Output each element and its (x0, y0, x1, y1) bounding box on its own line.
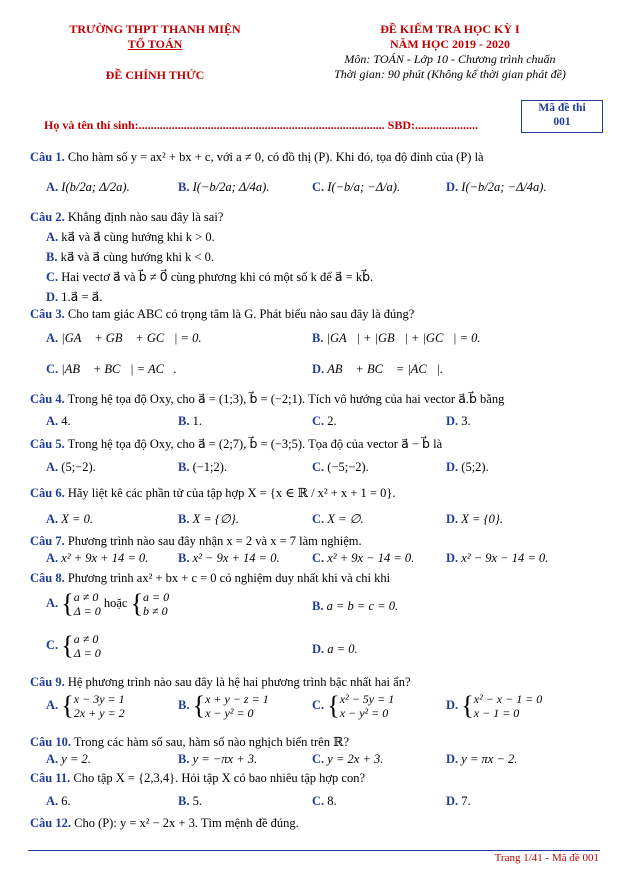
question-12: Câu 12. Cho (P): y = x² − 2x + 3. Tìm mệnh đề đúng. (30, 816, 299, 830)
school-name: TRƯỜNG THPT THANH MIỆN (69, 22, 241, 36)
q5-option-a: A. (5;−2). (46, 460, 96, 474)
q11-option-a: A. 6. (46, 794, 71, 808)
question-9: Câu 9. Hệ phương trình nào sau đây là hệ hai phương trình bậc nhất hai ẩn? (30, 675, 411, 689)
q9-option-c: C. {x² − 5y = 1 x − y² = 0 (312, 691, 395, 720)
q6-option-a: A. X = 0. (46, 512, 93, 526)
official-label: ĐỀ CHÍNH THỨC (105, 68, 205, 82)
q4-option-b: B. 1. (178, 414, 202, 428)
q1-option-a: A. I(b/2a; Δ/2a). (46, 180, 130, 194)
q8-option-c: C. {a ≠ 0 Δ = 0 (46, 631, 101, 660)
q7-option-b: B. x² − 9x + 14 = 0. (178, 551, 280, 565)
exam-code-label: Mã đề thi (538, 102, 586, 114)
q3-option-d: D. AB⃗ + BC⃗ = |AC⃗|. (312, 362, 444, 376)
student-info-line: Họ và tên thí sinh:.................................................................................. SBD:..................... (44, 118, 479, 132)
q1-option-d: D. I(−b/2a; −Δ/4a). (446, 180, 547, 194)
q1-option-b: B. I(−b/2a; Δ/4a). (178, 180, 270, 194)
question-7: Câu 7. Phương trình nào sau đây nhận x = 2 và x = 7 làm nghiệm. (30, 534, 362, 548)
question-8: Câu 8. Phương trình ax² + bx + c = 0 có nghiệm duy nhất khi và chỉ khi (30, 571, 391, 585)
q10-option-a: A. y = 2. (46, 752, 91, 766)
exam-title: ĐỀ KIỂM TRA HỌC KỲ I (380, 22, 520, 36)
question-5: Câu 5. Trong hệ tọa độ Oxy, cho a⃗ = (2;7), b⃗ = (−3;5). Tọa độ của vector a⃗ − b⃗ là (30, 437, 443, 451)
q2-option-c: C. Hai vectơ a⃗ và b⃗ ≠ 0⃗ cùng phương khi có một số k để a⃗ = kb⃗. (46, 270, 374, 284)
q11-option-d: D. 7. (446, 794, 471, 808)
q8-option-a: A. {a ≠ 0 Δ = 0 hoặc {a = 0 b ≠ 0 (46, 589, 170, 618)
q8-option-d: D. a = 0. (312, 642, 358, 656)
q4-option-d: D. 3. (446, 414, 471, 428)
q5-option-d: D. (5;2). (446, 460, 489, 474)
question-3: Câu 3. Cho tam giác ABC có trọng tâm là G. Phát biểu nào sau đây là đúng? (30, 307, 415, 321)
q5-option-c: C. (−5;−2). (312, 460, 369, 474)
department-name: TỔ TOÁN (127, 37, 183, 51)
q6-option-b: B. X = {∅}. (178, 512, 239, 526)
q3-option-c: C. |AB⃗ + BC⃗| = AC⃗. (46, 362, 177, 376)
q10-option-c: C. y = 2x + 3. (312, 752, 384, 766)
q6-option-d: D. X = {0}. (446, 512, 503, 526)
q7-option-c: C. x² + 9x − 14 = 0. (312, 551, 415, 565)
exam-code-box (521, 100, 603, 133)
q8-option-b: B. a = b = c = 0. (312, 599, 399, 613)
q4-option-c: C. 2. (312, 414, 337, 428)
school-year: NĂM HỌC 2019 - 2020 (390, 37, 510, 51)
exam-header (300, 22, 600, 82)
q7-option-d: D. x² − 9x − 14 = 0. (446, 551, 549, 565)
q2-option-d: D. 1.a⃗ = a⃗. (46, 290, 103, 304)
q5-option-b: B. (−1;2). (178, 460, 228, 474)
q6-option-c: C. X = ∅. (312, 512, 364, 526)
q3-option-b: B. |GA⃗| + |GB⃗| + |GC⃗| = 0. (312, 331, 481, 345)
q9-option-a: A. {x − 3y = 1 2x + y = 2 (46, 691, 125, 720)
q9-option-d: D. {x² − x − 1 = 0 x − 1 = 0 (446, 691, 543, 720)
question-10: Câu 10. Trong các hàm số sau, hàm số nào nghịch biến trên ℝ? (30, 735, 350, 749)
q10-option-d: D. y = πx − 2. (446, 752, 518, 766)
exam-subject: Môn: TOÁN - Lớp 10 - Chương trình chuẩn (344, 52, 556, 66)
q7-option-a: A. x² + 9x + 14 = 0. (46, 551, 149, 565)
question-6: Câu 6. Hãy liệt kê các phần tử của tập hợp X = {x ∈ ℝ / x² + x + 1 = 0}. (30, 486, 396, 500)
question-11: Câu 11. Cho tập X = {2,3,4}. Hỏi tập X có bao nhiêu tập hợp con? (30, 771, 365, 785)
q10-option-b: B. y = −πx + 3. (178, 752, 258, 766)
q2-option-b: B. ka⃗ và a⃗ cùng hướng khi k < 0. (46, 250, 215, 264)
question-2: Câu 2. Khẳng định nào sau đây là sai? (30, 210, 224, 224)
q4-option-a: A. 4. (46, 414, 71, 428)
question-1: Câu 1. Cho hàm số y = ax² + bx + c, với a ≠ 0, có đồ thị (P). Khi đó, tọa độ đỉnh của (P) là (30, 150, 484, 164)
q2-option-a: A. ka⃗ và a⃗ cùng hướng khi k > 0. (46, 230, 215, 244)
exam-duration: Thời gian: 90 phút (Không kể thời gian phát đề) (334, 67, 566, 81)
q9-option-b: B. {x + y − z = 1 x − y² = 0 (178, 691, 269, 720)
q3-option-a: A. |GA⃗ + GB⃗ + GC⃗| = 0. (46, 331, 202, 345)
question-4: Câu 4. Trong hệ tọa độ Oxy, cho a⃗ = (1;3), b⃗ = (−2;1). Tích vô hướng của hai vector a⃗.b⃗ bằng (30, 392, 505, 406)
footer-divider (28, 850, 600, 851)
q11-option-c: C. 8. (312, 794, 337, 808)
exam-code: 001 (553, 116, 571, 128)
q11-option-b: B. 5. (178, 794, 202, 808)
q1-option-c: C. I(−b/a; −Δ/a). (312, 180, 401, 194)
page-footer: Trang 1/41 - Mã đề 001 (494, 852, 599, 864)
school-header (40, 22, 270, 83)
